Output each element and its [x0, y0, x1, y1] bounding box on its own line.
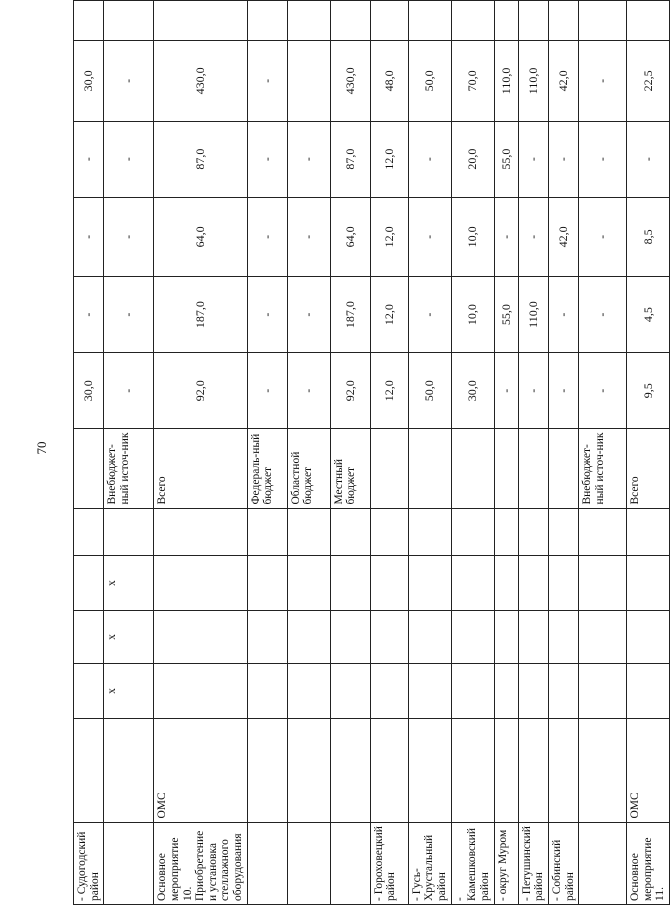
- cell-value-5: -: [104, 41, 154, 121]
- cell-value-3: -: [518, 197, 548, 276]
- row-executor: [494, 718, 518, 822]
- cell-value-1: -: [494, 353, 518, 429]
- cell-value-2: 110,0: [518, 277, 548, 353]
- row-executor: [104, 718, 154, 822]
- cell-value-2: 187,0: [330, 277, 370, 353]
- cell-col-4: [287, 508, 330, 556]
- row-name: - Судогодский район: [74, 822, 104, 904]
- cell-value-1: 30,0: [451, 353, 494, 429]
- empty-cell: [579, 1, 627, 41]
- table-row: [247, 1, 287, 905]
- cell-col-1: [330, 663, 370, 718]
- cell-col-1: [370, 663, 408, 718]
- cell-col-3: [247, 556, 287, 611]
- cell-value-3: 64,0: [330, 197, 370, 276]
- empty-cell: [370, 1, 408, 41]
- cell-col-4: [247, 508, 287, 556]
- cell-value-4: -: [627, 121, 670, 197]
- cell-col-1: [287, 663, 330, 718]
- cell-value-4: -: [247, 121, 287, 197]
- cell-value-4: -: [287, 121, 330, 197]
- cell-col-4: [451, 508, 494, 556]
- cell-value-3: 64,0: [154, 197, 247, 276]
- cell-col-3: [330, 556, 370, 611]
- row-source: Внебюджет-ный источ-ник: [579, 429, 627, 508]
- cell-value-5: 50,0: [408, 41, 451, 121]
- cell-col-2: [247, 611, 287, 664]
- row-executor: [370, 718, 408, 822]
- cell-col-1: [74, 663, 104, 718]
- cell-col-4: [518, 508, 548, 556]
- cell-value-1: -: [548, 353, 578, 429]
- empty-cell: [548, 1, 578, 41]
- cell-value-3: -: [494, 197, 518, 276]
- empty-cell: [494, 1, 518, 41]
- row-name: [104, 822, 154, 904]
- cell-value-1: -: [518, 353, 548, 429]
- cell-value-2: -: [548, 277, 578, 353]
- cell-value-3: 42,0: [548, 197, 578, 276]
- cell-value-3: -: [74, 197, 104, 276]
- cell-col-1: [451, 663, 494, 718]
- table-row: [330, 1, 370, 905]
- row-name: - Камешковский район: [451, 822, 494, 904]
- cell-col-1: [154, 663, 247, 718]
- cell-col-1: [494, 663, 518, 718]
- cell-value-1: -: [247, 353, 287, 429]
- row-executor: [548, 718, 578, 822]
- cell-col-4: [548, 508, 578, 556]
- empty-cell: [330, 1, 370, 41]
- cell-col-4: [627, 508, 670, 556]
- cell-col-2: [408, 611, 451, 664]
- empty-cell: [74, 1, 104, 41]
- row-source: [518, 429, 548, 508]
- row-name: Основное мероприятие 10. Приобретение и установка стеллажного оборудования: [154, 822, 247, 904]
- cell-value-4: 87,0: [154, 121, 247, 197]
- cell-value-3: -: [247, 197, 287, 276]
- row-source: [494, 429, 518, 508]
- cell-col-1: [408, 663, 451, 718]
- row-source: Местный бюджет: [330, 429, 370, 508]
- row-executor: [247, 718, 287, 822]
- cell-value-4: -: [548, 121, 578, 197]
- cell-col-1: [579, 663, 627, 718]
- row-source: [74, 429, 104, 508]
- cell-col-2: [494, 611, 518, 664]
- cell-col-2: [287, 611, 330, 664]
- cell-value-4: 12,0: [370, 121, 408, 197]
- cell-col-4: [104, 508, 154, 556]
- row-name: - Петушинский район: [518, 822, 548, 904]
- cell-value-5: 30,0: [74, 41, 104, 121]
- cell-value-1: -: [287, 353, 330, 429]
- cell-value-5: 430,0: [330, 41, 370, 121]
- cell-value-1: 30,0: [74, 353, 104, 429]
- cell-value-3: 12,0: [370, 197, 408, 276]
- cell-col-4: [370, 508, 408, 556]
- cell-value-3: -: [287, 197, 330, 276]
- cell-col-1: [247, 663, 287, 718]
- row-name: - Гусь-Хрустальный район: [408, 822, 451, 904]
- page-number: 70: [34, 441, 49, 455]
- row-executor: [330, 718, 370, 822]
- empty-cell: [287, 1, 330, 41]
- row-name: [287, 822, 330, 904]
- table-row: [494, 1, 518, 905]
- cell-value-4: 20,0: [451, 121, 494, 197]
- cell-value-4: 87,0: [330, 121, 370, 197]
- cell-value-5: [287, 41, 330, 121]
- cell-col-2: [330, 611, 370, 664]
- row-name: - Гороховецкий район: [370, 822, 408, 904]
- cell-value-4: -: [518, 121, 548, 197]
- cell-col-2: x: [104, 611, 154, 664]
- cell-value-5: 430,0: [154, 41, 247, 121]
- cell-col-3: [451, 556, 494, 611]
- row-executor: [451, 718, 494, 822]
- budget-table: [73, 0, 670, 905]
- table-row: [74, 1, 104, 905]
- cell-value-2: -: [247, 277, 287, 353]
- cell-col-4: [579, 508, 627, 556]
- cell-col-3: x: [104, 556, 154, 611]
- row-name: Основное мероприятие 11.: [627, 822, 670, 904]
- cell-value-2: 12,0: [370, 277, 408, 353]
- cell-col-2: [451, 611, 494, 664]
- cell-value-5: 42,0: [548, 41, 578, 121]
- cell-value-2: -: [579, 277, 627, 353]
- cell-col-1: [548, 663, 578, 718]
- row-name: [247, 822, 287, 904]
- cell-col-2: [627, 611, 670, 664]
- cell-col-2: [370, 611, 408, 664]
- cell-value-2: -: [408, 277, 451, 353]
- cell-col-2: [548, 611, 578, 664]
- empty-cell: [247, 1, 287, 41]
- row-executor: ОМС: [627, 718, 670, 822]
- cell-value-2: 187,0: [154, 277, 247, 353]
- row-source: Всего: [154, 429, 247, 508]
- row-source: Внебюджет-ный источ-ник: [104, 429, 154, 508]
- cell-value-4: 55,0: [494, 121, 518, 197]
- row-executor: [408, 718, 451, 822]
- row-executor: [579, 718, 627, 822]
- cell-value-5: -: [579, 41, 627, 121]
- cell-value-2: -: [104, 277, 154, 353]
- cell-value-3: -: [408, 197, 451, 276]
- table-viewport: [73, 0, 667, 905]
- cell-value-5: 110,0: [518, 41, 548, 121]
- table-row: [104, 1, 154, 905]
- cell-col-2: [154, 611, 247, 664]
- empty-cell: [154, 1, 247, 41]
- cell-col-4: [330, 508, 370, 556]
- row-source: Всего: [627, 429, 670, 508]
- cell-value-1: 50,0: [408, 353, 451, 429]
- cell-value-5: 48,0: [370, 41, 408, 121]
- cell-value-3: 10,0: [451, 197, 494, 276]
- cell-value-1: 92,0: [330, 353, 370, 429]
- table-row: [287, 1, 330, 905]
- cell-col-3: [154, 556, 247, 611]
- cell-value-5: 22,5: [627, 41, 670, 121]
- row-name: - округ Муром: [494, 822, 518, 904]
- cell-value-1: 12,0: [370, 353, 408, 429]
- cell-col-2: [74, 611, 104, 664]
- row-source: Федераль-ный бюджет: [247, 429, 287, 508]
- row-source: [548, 429, 578, 508]
- cell-value-3: 8,5: [627, 197, 670, 276]
- cell-value-2: -: [74, 277, 104, 353]
- row-source: Областной бюджет: [287, 429, 330, 508]
- row-source: [451, 429, 494, 508]
- cell-col-3: [494, 556, 518, 611]
- cell-value-4: -: [104, 121, 154, 197]
- cell-value-1: 92,0: [154, 353, 247, 429]
- table-row: [518, 1, 548, 905]
- table-row: [548, 1, 578, 905]
- cell-col-4: [154, 508, 247, 556]
- row-name: - Собинский район: [548, 822, 578, 904]
- cell-value-3: -: [104, 197, 154, 276]
- cell-value-2: 55,0: [494, 277, 518, 353]
- cell-col-3: [408, 556, 451, 611]
- cell-col-1: [518, 663, 548, 718]
- row-name: [330, 822, 370, 904]
- cell-value-4: -: [74, 121, 104, 197]
- row-executor: [518, 718, 548, 822]
- cell-col-4: [408, 508, 451, 556]
- row-executor: [287, 718, 330, 822]
- table-row: [579, 1, 627, 905]
- cell-col-4: [494, 508, 518, 556]
- cell-col-2: [518, 611, 548, 664]
- row-name: [579, 822, 627, 904]
- cell-col-3: [370, 556, 408, 611]
- empty-cell: [627, 1, 670, 41]
- cell-col-3: [579, 556, 627, 611]
- empty-cell: [408, 1, 451, 41]
- cell-value-1: -: [579, 353, 627, 429]
- cell-col-4: [74, 508, 104, 556]
- cell-value-5: 70,0: [451, 41, 494, 121]
- cell-value-1: -: [104, 353, 154, 429]
- row-source: [370, 429, 408, 508]
- cell-value-2: 4,5: [627, 277, 670, 353]
- cell-col-2: [579, 611, 627, 664]
- table-row: [154, 1, 247, 905]
- cell-value-2: -: [287, 277, 330, 353]
- cell-value-5: 110,0: [494, 41, 518, 121]
- table-row: [408, 1, 451, 905]
- empty-cell: [518, 1, 548, 41]
- cell-col-3: [627, 556, 670, 611]
- cell-col-1: [627, 663, 670, 718]
- row-executor: [74, 718, 104, 822]
- cell-value-2: 10,0: [451, 277, 494, 353]
- table-row: [627, 1, 670, 905]
- table-row: [370, 1, 408, 905]
- cell-value-4: -: [408, 121, 451, 197]
- cell-value-1: 9,5: [627, 353, 670, 429]
- empty-cell: [104, 1, 154, 41]
- empty-cell: [451, 1, 494, 41]
- cell-value-3: -: [579, 197, 627, 276]
- cell-col-3: [287, 556, 330, 611]
- cell-value-5: -: [247, 41, 287, 121]
- cell-col-3: [518, 556, 548, 611]
- table-row: [451, 1, 494, 905]
- row-source: [408, 429, 451, 508]
- cell-col-1: x: [104, 663, 154, 718]
- cell-value-4: -: [579, 121, 627, 197]
- row-executor: ОМС: [154, 718, 247, 822]
- cell-col-3: [548, 556, 578, 611]
- cell-col-3: [74, 556, 104, 611]
